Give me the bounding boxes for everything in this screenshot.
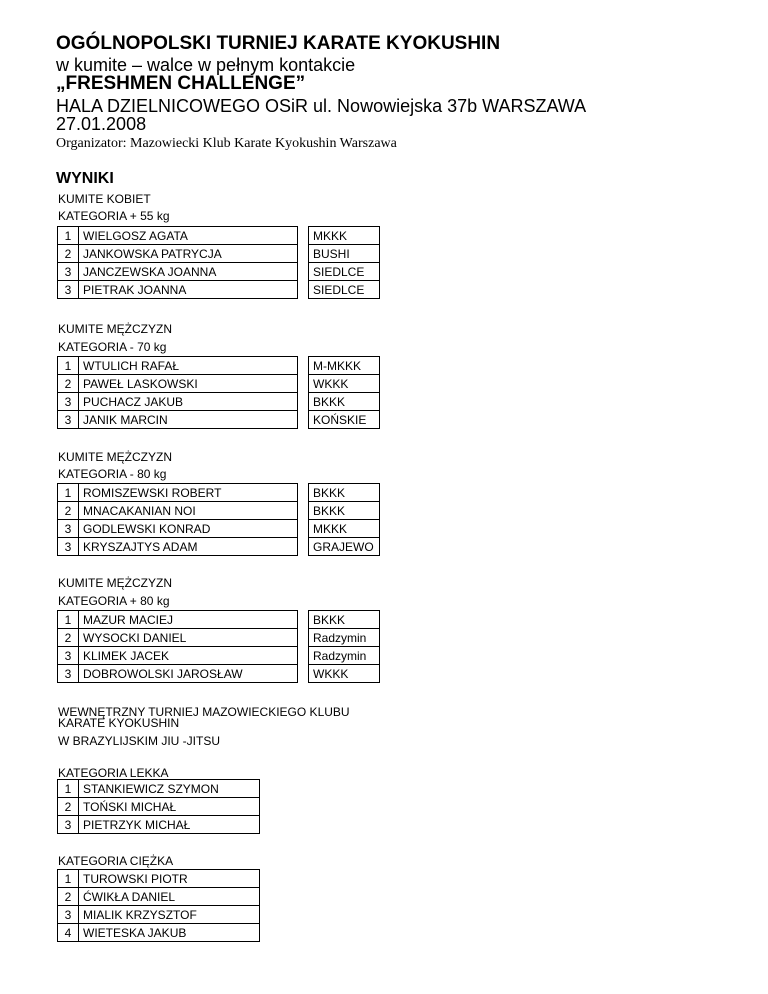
table-row bbox=[58, 520, 380, 538]
table-row bbox=[58, 245, 380, 263]
name-cell: JANKOWSKA PATRYCJA bbox=[79, 245, 298, 263]
place-cell: 3 bbox=[58, 411, 79, 429]
event-name: „FRESHMEN CHALLENGE” bbox=[56, 73, 306, 94]
name-cell: WYSOCKI DANIEL bbox=[79, 629, 298, 647]
club-cell: BKKK bbox=[309, 502, 380, 520]
results-table bbox=[57, 483, 380, 556]
document-subtitle: w kumite – walce w pełnym kontakcie bbox=[56, 55, 356, 75]
division-label: KUMITE MĘŻCZYZN bbox=[58, 450, 172, 464]
table-row bbox=[58, 924, 260, 942]
division-label: KUMITE MĘŻCZYZN bbox=[58, 322, 172, 336]
place-cell: 3 bbox=[58, 263, 79, 281]
place-cell: 3 bbox=[58, 906, 79, 924]
table-row bbox=[58, 816, 260, 834]
venue: HALA DZIELNICOWEGO OSiR ul. Nowowiejska 37b WARSZAWA bbox=[56, 96, 587, 116]
place-cell: 3 bbox=[58, 393, 79, 411]
club-cell: Radzymin bbox=[309, 647, 380, 665]
name-cell: MAZUR MACIEJ bbox=[79, 611, 298, 629]
table-row bbox=[58, 357, 380, 375]
event-date: 27.01.2008 bbox=[56, 114, 147, 134]
club-cell: WKKK bbox=[309, 375, 380, 393]
division-label: KUMITE MĘŻCZYZN bbox=[58, 576, 172, 590]
club-cell: KOŃSKIE bbox=[309, 411, 380, 429]
table-row bbox=[58, 538, 380, 556]
name-cell: DOBROWOLSKI JAROSŁAW bbox=[79, 665, 298, 683]
organizer: Organizator: Mazowiecki Klub Karate Kyokushin Warszawa bbox=[56, 136, 397, 151]
table-row bbox=[58, 393, 380, 411]
table-row bbox=[58, 263, 380, 281]
table-row bbox=[58, 780, 260, 798]
club-cell: BKKK bbox=[309, 611, 380, 629]
table-row bbox=[58, 484, 380, 502]
place-cell: 4 bbox=[58, 924, 79, 942]
internal-tournament-discipline: W BRAZYLIJSKIM JIU -JITSU bbox=[58, 734, 221, 748]
table-row bbox=[58, 281, 380, 299]
category-label: KATEGORIA - 80 kg bbox=[58, 467, 167, 481]
name-cell: MIALIK KRZYSZTOF bbox=[79, 906, 260, 924]
name-cell: GODLEWSKI KONRAD bbox=[79, 520, 298, 538]
name-cell: KRYSZAJTYS ADAM bbox=[79, 538, 298, 556]
place-cell: 2 bbox=[58, 888, 79, 906]
category-label: KATEGORIA + 55 kg bbox=[58, 209, 170, 223]
table-row bbox=[58, 906, 260, 924]
place-cell: 1 bbox=[58, 611, 79, 629]
name-cell: WIELGOSZ AGATA bbox=[79, 227, 298, 245]
table-row bbox=[58, 411, 380, 429]
category-label: KATEGORIA CIĘŻKA bbox=[58, 854, 174, 868]
category-label: KATEGORIA + 80 kg bbox=[58, 594, 170, 608]
name-cell: STANKIEWICZ SZYMON bbox=[79, 780, 260, 798]
results-table bbox=[57, 610, 380, 683]
results-table bbox=[57, 226, 380, 299]
category-label: KATEGORIA - 70 kg bbox=[58, 340, 167, 354]
name-cell: PUCHACZ JAKUB bbox=[79, 393, 298, 411]
name-cell: ROMISZEWSKI ROBERT bbox=[79, 484, 298, 502]
table-row bbox=[58, 647, 380, 665]
table-row bbox=[58, 870, 260, 888]
place-cell: 2 bbox=[58, 502, 79, 520]
table-row bbox=[58, 888, 260, 906]
place-cell: 1 bbox=[58, 357, 79, 375]
place-cell: 3 bbox=[58, 520, 79, 538]
table-row bbox=[58, 665, 380, 683]
table-row bbox=[58, 611, 380, 629]
name-cell: TOŃSKI MICHAŁ bbox=[79, 798, 260, 816]
division-label: KUMITE KOBIET bbox=[58, 192, 151, 206]
club-cell: MKKK bbox=[309, 520, 380, 538]
club-cell: GRAJEWO bbox=[309, 538, 380, 556]
place-cell: 1 bbox=[58, 870, 79, 888]
table-row bbox=[58, 629, 380, 647]
club-cell: SIEDLCE bbox=[309, 281, 380, 299]
table-row bbox=[58, 798, 260, 816]
results-heading: WYNIKI bbox=[56, 170, 114, 187]
club-cell: BUSHI bbox=[309, 245, 380, 263]
name-cell: PAWEŁ LASKOWSKI bbox=[79, 375, 298, 393]
results-table bbox=[57, 356, 380, 429]
club-cell: Radzymin bbox=[309, 629, 380, 647]
club-cell: M-MKKK bbox=[309, 357, 380, 375]
club-cell: BKKK bbox=[309, 484, 380, 502]
name-cell: MNACAKANIAN NOI bbox=[79, 502, 298, 520]
name-cell: PIETRZYK MICHAŁ bbox=[79, 816, 260, 834]
name-cell: JANCZEWSKA JOANNA bbox=[79, 263, 298, 281]
place-cell: 2 bbox=[58, 629, 79, 647]
name-cell: KLIMEK JACEK bbox=[79, 647, 298, 665]
club-cell: SIEDLCE bbox=[309, 263, 380, 281]
name-cell: PIETRAK JOANNA bbox=[79, 281, 298, 299]
place-cell: 3 bbox=[58, 816, 79, 834]
place-cell: 1 bbox=[58, 484, 79, 502]
name-cell: ĆWIKŁA DANIEL bbox=[79, 888, 260, 906]
internal-tournament-title: WEWNĘTRZNY TURNIEJ MAZOWIECKIEGO KLUBU bbox=[58, 705, 350, 719]
category-label: KATEGORIA LEKKA bbox=[58, 766, 169, 780]
place-cell: 1 bbox=[58, 227, 79, 245]
place-cell: 3 bbox=[58, 647, 79, 665]
table-row bbox=[58, 227, 380, 245]
name-cell: WTULICH RAFAŁ bbox=[79, 357, 298, 375]
name-cell: WIETESKA JAKUB bbox=[79, 924, 260, 942]
club-cell: BKKK bbox=[309, 393, 380, 411]
place-cell: 2 bbox=[58, 798, 79, 816]
table-row bbox=[58, 375, 380, 393]
results-table bbox=[57, 779, 260, 834]
place-cell: 1 bbox=[58, 780, 79, 798]
internal-tournament-title-2: KARATE KYOKUSHIN bbox=[58, 716, 180, 730]
place-cell: 2 bbox=[58, 375, 79, 393]
results-table bbox=[57, 869, 260, 942]
table-row bbox=[58, 502, 380, 520]
name-cell: JANIK MARCIN bbox=[79, 411, 298, 429]
place-cell: 3 bbox=[58, 281, 79, 299]
club-cell: MKKK bbox=[309, 227, 380, 245]
document-title: OGÓLNOPOLSKI TURNIEJ KARATE KYOKUSHIN bbox=[56, 33, 501, 54]
club-cell: WKKK bbox=[309, 665, 380, 683]
name-cell: TUROWSKI PIOTR bbox=[79, 870, 260, 888]
place-cell: 2 bbox=[58, 245, 79, 263]
place-cell: 3 bbox=[58, 665, 79, 683]
place-cell: 3 bbox=[58, 538, 79, 556]
